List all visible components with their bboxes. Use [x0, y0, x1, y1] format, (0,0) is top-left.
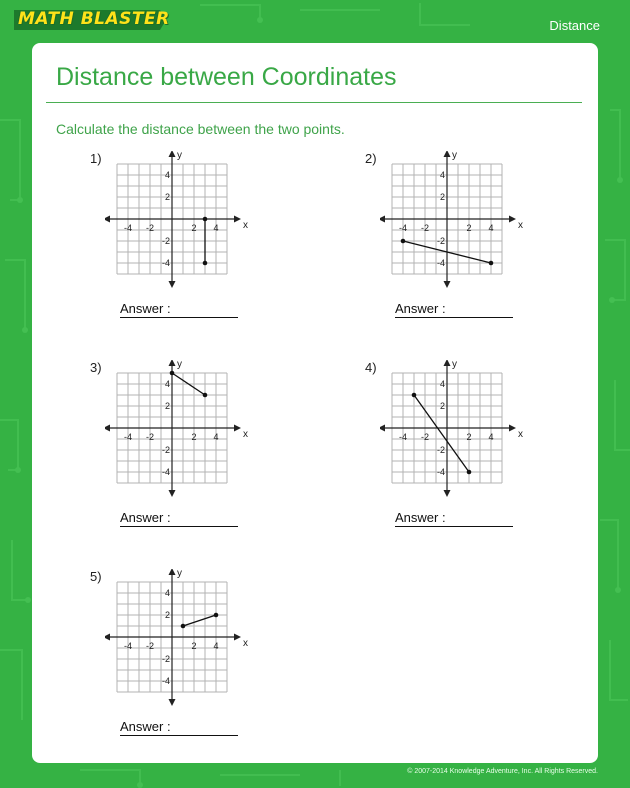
x-arrow-left: [105, 634, 110, 641]
y-tick-label: -2: [436, 445, 445, 455]
x-tick-label: -2: [145, 432, 155, 442]
plotted-point: [181, 624, 186, 629]
y-tick-label: -2: [161, 654, 170, 664]
x-axis-label: x: [243, 638, 248, 649]
topic-label: Distance: [549, 18, 600, 33]
x-tick-label: 4: [213, 432, 219, 442]
y-arrow-up: [169, 151, 176, 157]
problem-1: [90, 151, 340, 351]
x-tick-label: -2: [420, 432, 430, 442]
problem-number: 4): [365, 360, 377, 375]
y-tick-label: -4: [436, 258, 445, 268]
y-tick-label: 4: [164, 170, 170, 180]
x-tick-label: 2: [191, 223, 197, 233]
y-arrow-up: [444, 360, 451, 366]
x-axis-label: x: [518, 220, 523, 231]
y-tick-label: -2: [161, 236, 170, 246]
y-arrow-up: [169, 569, 176, 575]
y-tick-label: 4: [164, 379, 170, 389]
problem-2: [365, 151, 615, 351]
worksheet-card: [32, 43, 598, 763]
problem-3: [90, 360, 340, 560]
x-axis-label: x: [243, 429, 248, 440]
y-tick-label: -2: [436, 236, 445, 246]
title-divider: [46, 102, 582, 103]
coordinate-graph: [105, 360, 255, 500]
y-axis-label: y: [177, 151, 182, 161]
problem-number: 3): [90, 360, 102, 375]
x-arrow-right: [234, 216, 241, 223]
x-arrow-right: [509, 425, 516, 432]
y-arrow-down: [444, 281, 451, 288]
x-tick-label: 4: [213, 641, 219, 651]
coordinate-graph: [105, 569, 255, 709]
problem-number: 1): [90, 151, 102, 166]
y-tick-label: 4: [439, 170, 445, 180]
instructions: Calculate the distance between the two points.: [56, 121, 345, 137]
plotted-point: [401, 239, 406, 244]
y-tick-label: 2: [439, 401, 445, 411]
plotted-point: [203, 393, 208, 398]
problem-number: 5): [90, 569, 102, 584]
plotted-point: [489, 261, 494, 266]
x-tick-label: -4: [398, 223, 408, 233]
y-tick-label: 2: [164, 610, 170, 620]
x-arrow-right: [509, 216, 516, 223]
x-tick-label: 4: [488, 223, 494, 233]
y-tick-label: 2: [164, 401, 170, 411]
answer-line[interactable]: Answer :: [120, 301, 238, 318]
y-arrow-up: [444, 151, 451, 157]
plotted-point: [203, 261, 208, 266]
x-tick-label: 2: [191, 432, 197, 442]
y-axis-label: y: [452, 151, 457, 161]
answer-line[interactable]: Answer :: [120, 719, 238, 736]
x-tick-label: -2: [420, 223, 430, 233]
problem-4: [365, 360, 615, 560]
y-tick-label: -4: [161, 676, 170, 686]
x-tick-label: 2: [466, 432, 472, 442]
x-tick-label: 2: [191, 641, 197, 651]
y-tick-label: -4: [436, 467, 445, 477]
x-arrow-left: [380, 216, 385, 223]
y-axis-label: y: [452, 360, 457, 370]
plotted-point: [214, 613, 219, 618]
x-tick-label: -4: [398, 432, 408, 442]
y-arrow-down: [169, 699, 176, 706]
x-tick-label: 4: [213, 223, 219, 233]
y-tick-label: 2: [439, 192, 445, 202]
math-blaster-logo[interactable]: MATH BLASTER: [18, 9, 170, 29]
answer-line[interactable]: Answer :: [120, 510, 238, 527]
y-arrow-down: [169, 490, 176, 497]
problem-5: [90, 569, 340, 769]
y-arrow-up: [169, 360, 176, 366]
x-tick-label: -2: [145, 223, 155, 233]
x-tick-label: -4: [123, 432, 133, 442]
x-axis-label: x: [518, 429, 523, 440]
x-arrow-right: [234, 634, 241, 641]
x-tick-label: -4: [123, 641, 133, 651]
y-axis-label: y: [177, 569, 182, 579]
segment-line: [183, 615, 216, 626]
coordinate-graph: [380, 360, 530, 500]
coordinate-graph: [380, 151, 530, 291]
x-arrow-left: [380, 425, 385, 432]
copyright-notice: © 2007-2014 Knowledge Adventure, Inc. All Rights Reserved.: [407, 768, 598, 775]
x-tick-label: 4: [488, 432, 494, 442]
y-tick-label: 2: [164, 192, 170, 202]
y-arrow-down: [169, 281, 176, 288]
plotted-point: [170, 371, 175, 376]
problem-number: 2): [365, 151, 377, 166]
x-axis-label: x: [243, 220, 248, 231]
y-tick-label: 4: [439, 379, 445, 389]
x-arrow-left: [105, 425, 110, 432]
answer-line[interactable]: Answer :: [395, 301, 513, 318]
y-tick-label: -2: [161, 445, 170, 455]
answer-line[interactable]: Answer :: [395, 510, 513, 527]
x-tick-label: 2: [466, 223, 472, 233]
x-arrow-right: [234, 425, 241, 432]
page-title: Distance between Coordinates: [56, 63, 397, 91]
x-arrow-left: [105, 216, 110, 223]
y-arrow-down: [444, 490, 451, 497]
plotted-point: [412, 393, 417, 398]
y-tick-label: -4: [161, 467, 170, 477]
y-axis-label: y: [177, 360, 182, 370]
coordinate-graph: [105, 151, 255, 291]
plotted-point: [203, 217, 208, 222]
x-tick-label: -4: [123, 223, 133, 233]
y-tick-label: -4: [161, 258, 170, 268]
x-tick-label: -2: [145, 641, 155, 651]
y-tick-label: 4: [164, 588, 170, 598]
plotted-point: [467, 470, 472, 475]
